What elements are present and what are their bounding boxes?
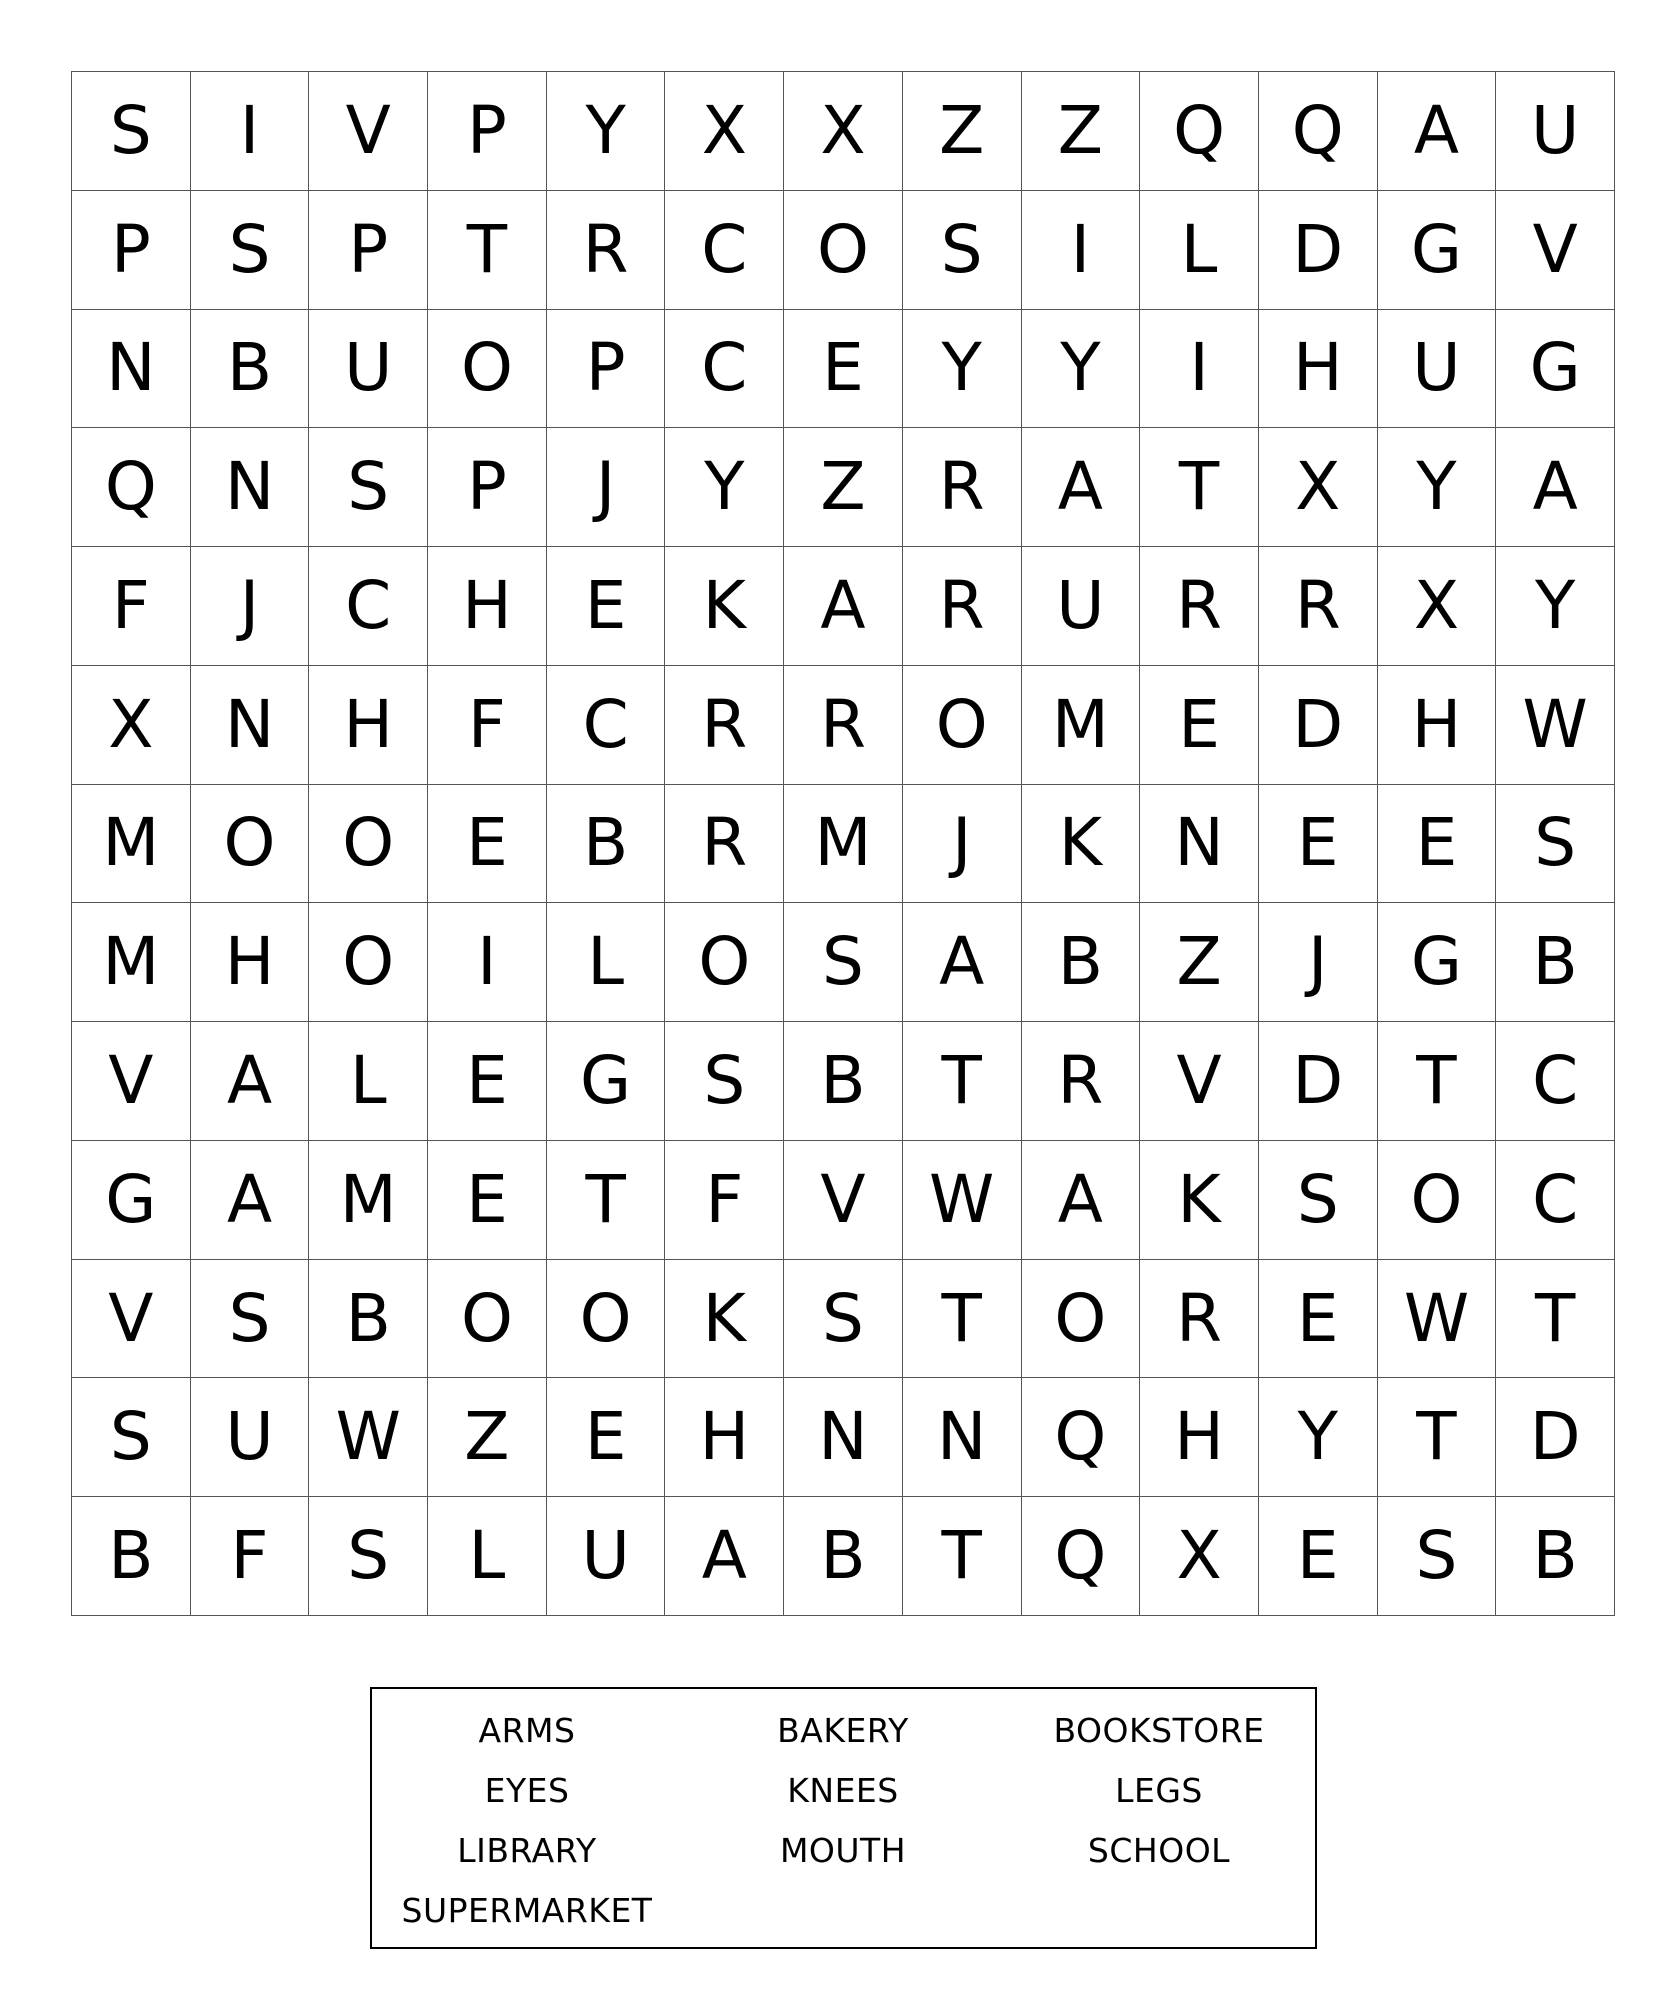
grid-cell[interactable]: H [1378, 666, 1497, 785]
grid-cell[interactable]: P [547, 310, 666, 429]
grid-cell[interactable]: S [309, 428, 428, 547]
grid-cell[interactable]: E [428, 1141, 547, 1260]
grid-cell[interactable]: X [1378, 547, 1497, 666]
grid-cell[interactable]: B [1022, 903, 1141, 1022]
grid-cell[interactable]: B [547, 785, 666, 904]
grid-cell[interactable]: L [309, 1022, 428, 1141]
grid-cell[interactable]: J [1259, 903, 1378, 1022]
grid-cell[interactable]: R [1022, 1022, 1141, 1141]
grid-cell[interactable]: N [903, 1378, 1022, 1497]
grid-cell[interactable]: O [191, 785, 310, 904]
grid-cell[interactable]: U [309, 310, 428, 429]
grid-cell[interactable]: U [1378, 310, 1497, 429]
grid-cell[interactable]: B [1496, 903, 1615, 1022]
grid-cell[interactable]: C [547, 666, 666, 785]
grid-cell[interactable]: Y [1022, 310, 1141, 429]
grid-cell[interactable]: O [309, 785, 428, 904]
grid-cell[interactable]: Y [1378, 428, 1497, 547]
grid-cell[interactable]: R [547, 191, 666, 310]
word-item: KNEES [787, 1771, 899, 1810]
grid-cell[interactable]: R [1140, 547, 1259, 666]
grid-cell[interactable]: V [309, 72, 428, 191]
grid-cell[interactable]: U [1022, 547, 1141, 666]
grid-cell[interactable]: A [191, 1141, 310, 1260]
grid-cell[interactable]: O [309, 903, 428, 1022]
grid-cell[interactable]: M [72, 785, 191, 904]
grid-cell[interactable]: E [547, 547, 666, 666]
grid-cell[interactable]: E [1259, 1260, 1378, 1379]
grid-cell[interactable]: A [903, 903, 1022, 1022]
grid-cell[interactable]: K [665, 547, 784, 666]
grid-cell[interactable]: O [428, 1260, 547, 1379]
grid-cell[interactable]: J [191, 547, 310, 666]
grid-cell[interactable]: P [72, 191, 191, 310]
grid-cell[interactable]: C [309, 547, 428, 666]
grid-cell[interactable]: P [428, 428, 547, 547]
grid-cell[interactable]: G [547, 1022, 666, 1141]
grid-cell[interactable]: B [1496, 1497, 1615, 1616]
grid-cell[interactable]: D [1259, 191, 1378, 310]
grid-cell[interactable]: T [903, 1022, 1022, 1141]
grid-cell[interactable]: T [903, 1497, 1022, 1616]
grid-cell[interactable]: I [428, 903, 547, 1022]
grid-cell[interactable]: R [903, 547, 1022, 666]
grid-cell[interactable]: Q [1022, 1497, 1141, 1616]
grid-cell[interactable]: A [1022, 428, 1141, 547]
grid-cell[interactable]: N [72, 310, 191, 429]
grid-cell[interactable]: W [1496, 666, 1615, 785]
grid-cell[interactable]: B [784, 1022, 903, 1141]
word-item: LIBRARY [457, 1831, 597, 1870]
grid-cell[interactable]: Z [1140, 903, 1259, 1022]
grid-cell[interactable]: E [428, 785, 547, 904]
grid-cell[interactable]: E [428, 1022, 547, 1141]
grid-cell[interactable]: E [1259, 1497, 1378, 1616]
grid-cell[interactable]: S [1496, 785, 1615, 904]
grid-cell[interactable]: S [309, 1497, 428, 1616]
grid-cell[interactable]: Y [1259, 1378, 1378, 1497]
grid-cell[interactable]: N [784, 1378, 903, 1497]
grid-cell[interactable]: X [784, 72, 903, 191]
grid-cell[interactable]: K [665, 1260, 784, 1379]
grid-cell[interactable]: V [72, 1022, 191, 1141]
grid-cell[interactable]: M [1022, 666, 1141, 785]
grid-cell[interactable]: Q [1022, 1378, 1141, 1497]
grid-cell[interactable]: Y [547, 72, 666, 191]
grid-cell[interactable]: D [1259, 1022, 1378, 1141]
grid-cell[interactable]: T [1378, 1378, 1497, 1497]
grid-cell[interactable]: A [1378, 72, 1497, 191]
grid-cell[interactable]: O [1022, 1260, 1141, 1379]
grid-cell[interactable]: T [903, 1260, 1022, 1379]
grid-cell[interactable]: Q [72, 428, 191, 547]
grid-cell[interactable]: J [547, 428, 666, 547]
grid-cell[interactable]: L [547, 903, 666, 1022]
grid-cell[interactable]: X [72, 666, 191, 785]
grid-cell[interactable]: O [547, 1260, 666, 1379]
grid-cell[interactable]: O [1378, 1141, 1497, 1260]
grid-cell[interactable]: L [428, 1497, 547, 1616]
grid-cell[interactable]: K [1140, 1141, 1259, 1260]
grid-cell[interactable]: O [428, 310, 547, 429]
word-item: BAKERY [777, 1711, 909, 1750]
grid-cell[interactable]: D [1496, 1378, 1615, 1497]
grid-cell[interactable]: V [1140, 1022, 1259, 1141]
grid-cell[interactable]: P [428, 72, 547, 191]
word-item: ARMS [478, 1711, 576, 1750]
grid-cell[interactable]: Z [903, 72, 1022, 191]
grid-cell[interactable]: H [1259, 310, 1378, 429]
grid-cell[interactable]: X [1259, 428, 1378, 547]
grid-cell[interactable]: S [72, 1378, 191, 1497]
grid-cell[interactable]: T [1378, 1022, 1497, 1141]
grid-cell[interactable]: S [191, 191, 310, 310]
grid-cell[interactable]: E [1378, 785, 1497, 904]
grid-cell[interactable]: T [1496, 1260, 1615, 1379]
grid-cell[interactable]: I [1140, 310, 1259, 429]
grid-cell[interactable]: F [665, 1141, 784, 1260]
grid-cell[interactable]: S [1378, 1497, 1497, 1616]
word-list [370, 1687, 1317, 1949]
grid-cell[interactable]: U [547, 1497, 666, 1616]
grid-cell[interactable]: A [1022, 1141, 1141, 1260]
grid-cell[interactable]: R [1140, 1260, 1259, 1379]
grid-cell[interactable]: S [784, 903, 903, 1022]
grid-cell[interactable]: H [665, 1378, 784, 1497]
word-item: BOOKSTORE [1053, 1711, 1265, 1750]
grid-cell[interactable]: S [784, 1260, 903, 1379]
grid-cell[interactable]: N [191, 666, 310, 785]
grid-cell[interactable]: F [72, 547, 191, 666]
grid-cell[interactable]: R [784, 666, 903, 785]
grid-cell[interactable]: T [428, 191, 547, 310]
grid-cell[interactable]: O [665, 903, 784, 1022]
grid-cell[interactable]: P [309, 191, 428, 310]
grid-cell[interactable]: W [309, 1378, 428, 1497]
grid-cell[interactable]: X [665, 72, 784, 191]
grid-cell[interactable]: M [72, 903, 191, 1022]
grid-cell[interactable]: Y [903, 310, 1022, 429]
word-item: SUPERMARKET [401, 1891, 653, 1930]
grid-cell[interactable]: N [191, 428, 310, 547]
grid-cell[interactable]: A [1496, 428, 1615, 547]
grid-cell[interactable]: H [1140, 1378, 1259, 1497]
grid-cell[interactable]: W [1378, 1260, 1497, 1379]
grid-cell[interactable]: T [1140, 428, 1259, 547]
grid-cell[interactable]: G [1378, 191, 1497, 310]
word-item: LEGS [1115, 1771, 1203, 1810]
grid-cell[interactable]: A [665, 1497, 784, 1616]
grid-cell[interactable]: S [665, 1022, 784, 1141]
grid-cell[interactable]: R [665, 666, 784, 785]
grid-cell[interactable]: N [1140, 785, 1259, 904]
grid-cell[interactable]: M [784, 785, 903, 904]
grid-cell[interactable]: A [784, 547, 903, 666]
grid-cell[interactable]: I [191, 72, 310, 191]
grid-cell[interactable]: B [784, 1497, 903, 1616]
grid-cell[interactable]: L [1140, 191, 1259, 310]
grid-cell[interactable]: I [1022, 191, 1141, 310]
grid-cell[interactable]: E [784, 310, 903, 429]
grid-cell[interactable]: Y [665, 428, 784, 547]
grid-cell[interactable]: Q [1140, 72, 1259, 191]
grid-cell[interactable]: C [1496, 1022, 1615, 1141]
grid-cell[interactable]: J [903, 785, 1022, 904]
grid-cell[interactable]: T [547, 1141, 666, 1260]
grid-cell[interactable]: V [1496, 191, 1615, 310]
grid-cell[interactable]: H [191, 903, 310, 1022]
grid-cell[interactable]: E [547, 1378, 666, 1497]
grid-cell[interactable]: H [309, 666, 428, 785]
grid-cell[interactable]: Z [1022, 72, 1141, 191]
grid-cell[interactable]: Y [1496, 547, 1615, 666]
grid-cell[interactable]: G [72, 1141, 191, 1260]
grid-cell[interactable]: S [72, 72, 191, 191]
grid-cell[interactable]: R [665, 785, 784, 904]
grid-cell[interactable]: D [1259, 666, 1378, 785]
grid-cell[interactable]: Q [1259, 72, 1378, 191]
grid-cell[interactable]: C [1496, 1141, 1615, 1260]
grid-cell[interactable]: H [428, 547, 547, 666]
grid-cell[interactable]: V [784, 1141, 903, 1260]
grid-cell[interactable]: V [72, 1260, 191, 1379]
grid-cell[interactable]: U [1496, 72, 1615, 191]
word-item: SCHOOL [1087, 1831, 1231, 1870]
grid-cell[interactable]: X [1140, 1497, 1259, 1616]
grid-cell[interactable]: G [1496, 310, 1615, 429]
grid-cell[interactable]: S [191, 1260, 310, 1379]
grid-cell[interactable]: C [665, 310, 784, 429]
grid-cell[interactable]: B [72, 1497, 191, 1616]
letter-grid [71, 71, 1615, 1616]
grid-cell[interactable]: O [903, 666, 1022, 785]
grid-cell[interactable]: M [309, 1141, 428, 1260]
grid-cell[interactable]: E [1259, 785, 1378, 904]
grid-cell[interactable]: K [1022, 785, 1141, 904]
grid-cell[interactable]: F [428, 666, 547, 785]
grid-cell[interactable]: F [191, 1497, 310, 1616]
grid-cell[interactable]: O [784, 191, 903, 310]
grid-cell[interactable]: U [191, 1378, 310, 1497]
grid-cell[interactable]: G [1378, 903, 1497, 1022]
word-item: MOUTH [779, 1831, 907, 1870]
grid-cell[interactable]: W [903, 1141, 1022, 1260]
grid-cell[interactable]: Z [428, 1378, 547, 1497]
grid-cell[interactable]: S [903, 191, 1022, 310]
grid-cell[interactable]: B [191, 310, 310, 429]
grid-cell[interactable]: C [665, 191, 784, 310]
grid-cell[interactable]: R [903, 428, 1022, 547]
word-item: EYES [484, 1771, 570, 1810]
grid-cell[interactable]: R [1259, 547, 1378, 666]
grid-cell[interactable]: B [309, 1260, 428, 1379]
grid-cell[interactable]: A [191, 1022, 310, 1141]
grid-cell[interactable]: E [1140, 666, 1259, 785]
grid-cell[interactable]: S [1259, 1141, 1378, 1260]
grid-cell[interactable]: Z [784, 428, 903, 547]
